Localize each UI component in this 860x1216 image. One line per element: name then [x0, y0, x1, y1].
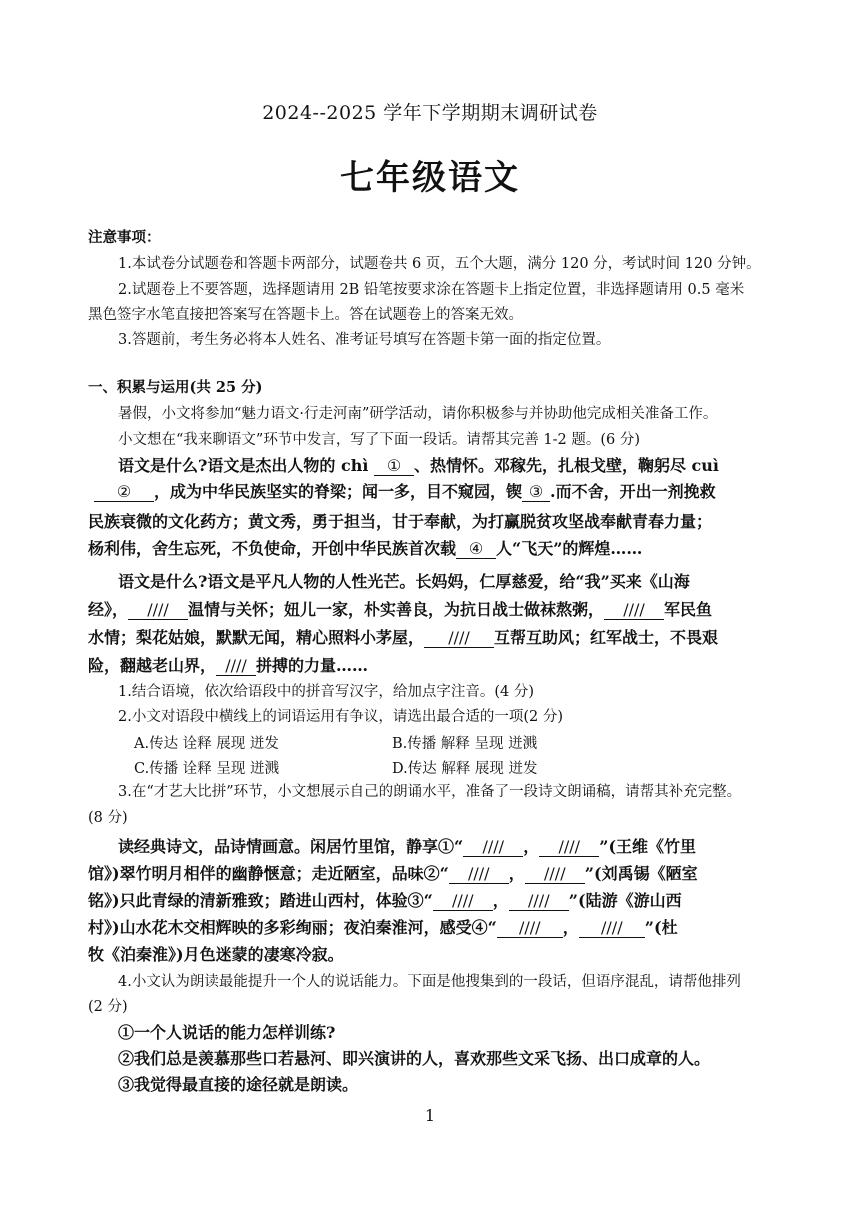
para2-text: 军民鱼 [664, 600, 713, 619]
poem-blank: //// [433, 892, 493, 911]
para1-text: ，成为中华民族坚实的脊梁；闻一多，目不窥园，锲 [154, 482, 523, 501]
poem-blank: //// [579, 919, 645, 938]
blank-4: ④ [456, 540, 496, 559]
poem-blank: //// [449, 865, 509, 884]
note-item-2: 2.试题卷上不要答题，选择题请用 2B 铅笔按要求涂在答题卡上指定位置，非选择题请用 0.5 毫米 [118, 282, 745, 298]
question-3-score: (8 分) [88, 810, 128, 826]
para2-line-3 [88, 627, 788, 649]
sentence-2: ②我们总是羡慕那些口若悬河、即兴演讲的人，喜欢那些文采飞扬、出口成章的人。 [118, 1049, 711, 1068]
para3-text: ， [508, 864, 525, 883]
para1-text: .而不舍，开出一剂挽救 [550, 482, 716, 501]
sentence-3: ③我觉得最直接的途径就是朗读。 [118, 1075, 359, 1094]
sentence-1: ①一个人说话的能力怎样训练? [118, 1023, 336, 1042]
para3-line-1 [118, 836, 788, 858]
blank-2: ② [94, 483, 154, 502]
question-1: 1.结合语境，依次给语段中的拼音写汉字，给加点字注音。(4 分) [118, 684, 534, 700]
para3-text: ， [492, 891, 509, 910]
para2-text: 温情与关怀；妞儿一家，朴实善良，为抗日战士做袜熬粥， [188, 600, 605, 619]
blank-word-2: //// [604, 601, 664, 620]
blank-word-1: //// [128, 601, 188, 620]
para1-text: 、热情怀。邓稼先，扎根戈壁，鞠躬尽 cuì [413, 456, 720, 475]
para2-text: 水情；梨花姑娘，默默无闻，精心照料小茅屋， [88, 628, 425, 647]
para3-text: 铭》)只此青绿的清新雅致；踏进山西村，体验③“ [88, 891, 433, 910]
para3-text: 读经典诗文，品诗情画意。闲居竹里馆，静享①“ [118, 837, 464, 856]
para1-line-4 [88, 538, 788, 560]
option-a: A.传达 诠释 展现 迸发 [134, 736, 279, 752]
para1-text: 杨利伟，舍生忘死，不负使命，开创中华民族首次载 [88, 539, 457, 558]
option-c: C.传播 诠释 呈现 迸溅 [134, 761, 280, 777]
page-number: 1 [424, 1106, 436, 1125]
note-item-3: 3.答题前，考生务必将本人姓名、准考证号填写在答题卡第一面的指定位置。 [118, 332, 611, 348]
note-item-2-cont: 黑色签字水笔直接把答案写在答题卡上。答在试题卷上的答案无效。 [88, 307, 523, 323]
section-1-heading: 一、积累与运用(共 25 分) [88, 379, 263, 396]
para3-text: 村》)山水花木交相辉映的多彩绚丽；夜泊秦淮河，感受④“ [88, 918, 497, 937]
poem-blank: //// [509, 892, 569, 911]
para3-line-3 [88, 890, 788, 912]
question-3: 3.在“才艺大比拼”环节，小文想展示自己的朗诵水平，准备了一段诗文朗诵稿，请帮其补充完整。 [118, 784, 742, 800]
para3-text: ”(杜 [644, 918, 678, 937]
section-intro-2: 小文想在“我来聊语文”环节中发言，写了下面一段话。请帮其完善 1-2 题。(6 分) [118, 432, 641, 448]
option-d: D.传达 解释 展现 迸发 [392, 761, 538, 777]
blank-1: ① [374, 457, 414, 476]
para1-line-2 [88, 481, 788, 503]
poem-blank: //// [539, 838, 599, 857]
poem-blank: //// [525, 865, 585, 884]
para3-text: ”(王维《竹里 [599, 837, 697, 856]
exam-title: 七年级语文 [340, 158, 520, 198]
blank-word-4: //// [216, 657, 256, 676]
question-2: 2.小文对语段中横线上的词语运用有争议，请选出最合适的一项(2 分) [118, 709, 563, 725]
para2-text: 拼搏的力量…… [256, 656, 369, 675]
section-intro-1: 暑假，小文将参加“魅力语文·行走河南”研学活动，请你积极参与并协助他完成相关准备工作。 [118, 406, 718, 422]
para3-text: ”(刘禹锡《陋室 [584, 864, 698, 883]
note-item-1: 1.本试卷分试题卷和答题卡两部分，试题卷共 6 页，五个大题，满分 120 分，考试时间 120 分钟。 [118, 256, 761, 272]
para1-line-3: 民族衰微的文化药方；黄文秀，勇于担当，甘于奉献，为打赢脱贫攻坚战奉献青春力量； [88, 512, 713, 531]
para3-text: ， [523, 837, 540, 856]
para3-line-2 [88, 863, 788, 885]
para2-line-4 [88, 655, 788, 677]
para2-line-1: 语文是什么?语文是平凡人物的人性光芒。长妈妈，仁厚慈爱，给“我”买来《山海 [118, 572, 690, 591]
para3-line-4 [88, 917, 788, 939]
para2-text: 经》， [88, 600, 129, 619]
poem-blank: //// [463, 838, 523, 857]
para1-text: 人“飞天”的辉煌…… [496, 539, 643, 558]
poem-blank: //// [497, 919, 563, 938]
para1-text: 语文是什么?语文是杰出人物的 chì [118, 456, 369, 475]
para3-text: 馆》)翠竹明月相伴的幽静惬意；走近陋室，品味②“ [88, 864, 449, 883]
para2-line-2 [88, 599, 788, 621]
exam-subtitle: 2024--2025 学年下学期期末调研试卷 [262, 102, 598, 124]
para3-text: ”(陆游《游山西 [568, 891, 682, 910]
question-4: 4.小文认为朗读最能提升一个人的说话能力。下面是他搜集到的一段话，但语序混乱，请帮他排列 [118, 974, 741, 990]
para2-text: 险，翻越老山界， [88, 656, 217, 675]
option-b: B.传播 解释 呈现 迸溅 [392, 736, 538, 752]
para2-text: 互帮互助风；红军战士，不畏艰 [494, 628, 719, 647]
para3-text: ， [562, 918, 579, 937]
blank-3: ③ [522, 483, 550, 502]
para1-line-1 [118, 455, 788, 477]
notes-heading: 注意事项： [88, 229, 161, 246]
blank-word-3: //// [424, 629, 494, 648]
question-4-score: (2 分) [88, 999, 128, 1015]
para3-line-5: 牧《泊秦淮》)月色迷蒙的凄寒冷寂。 [88, 945, 344, 964]
